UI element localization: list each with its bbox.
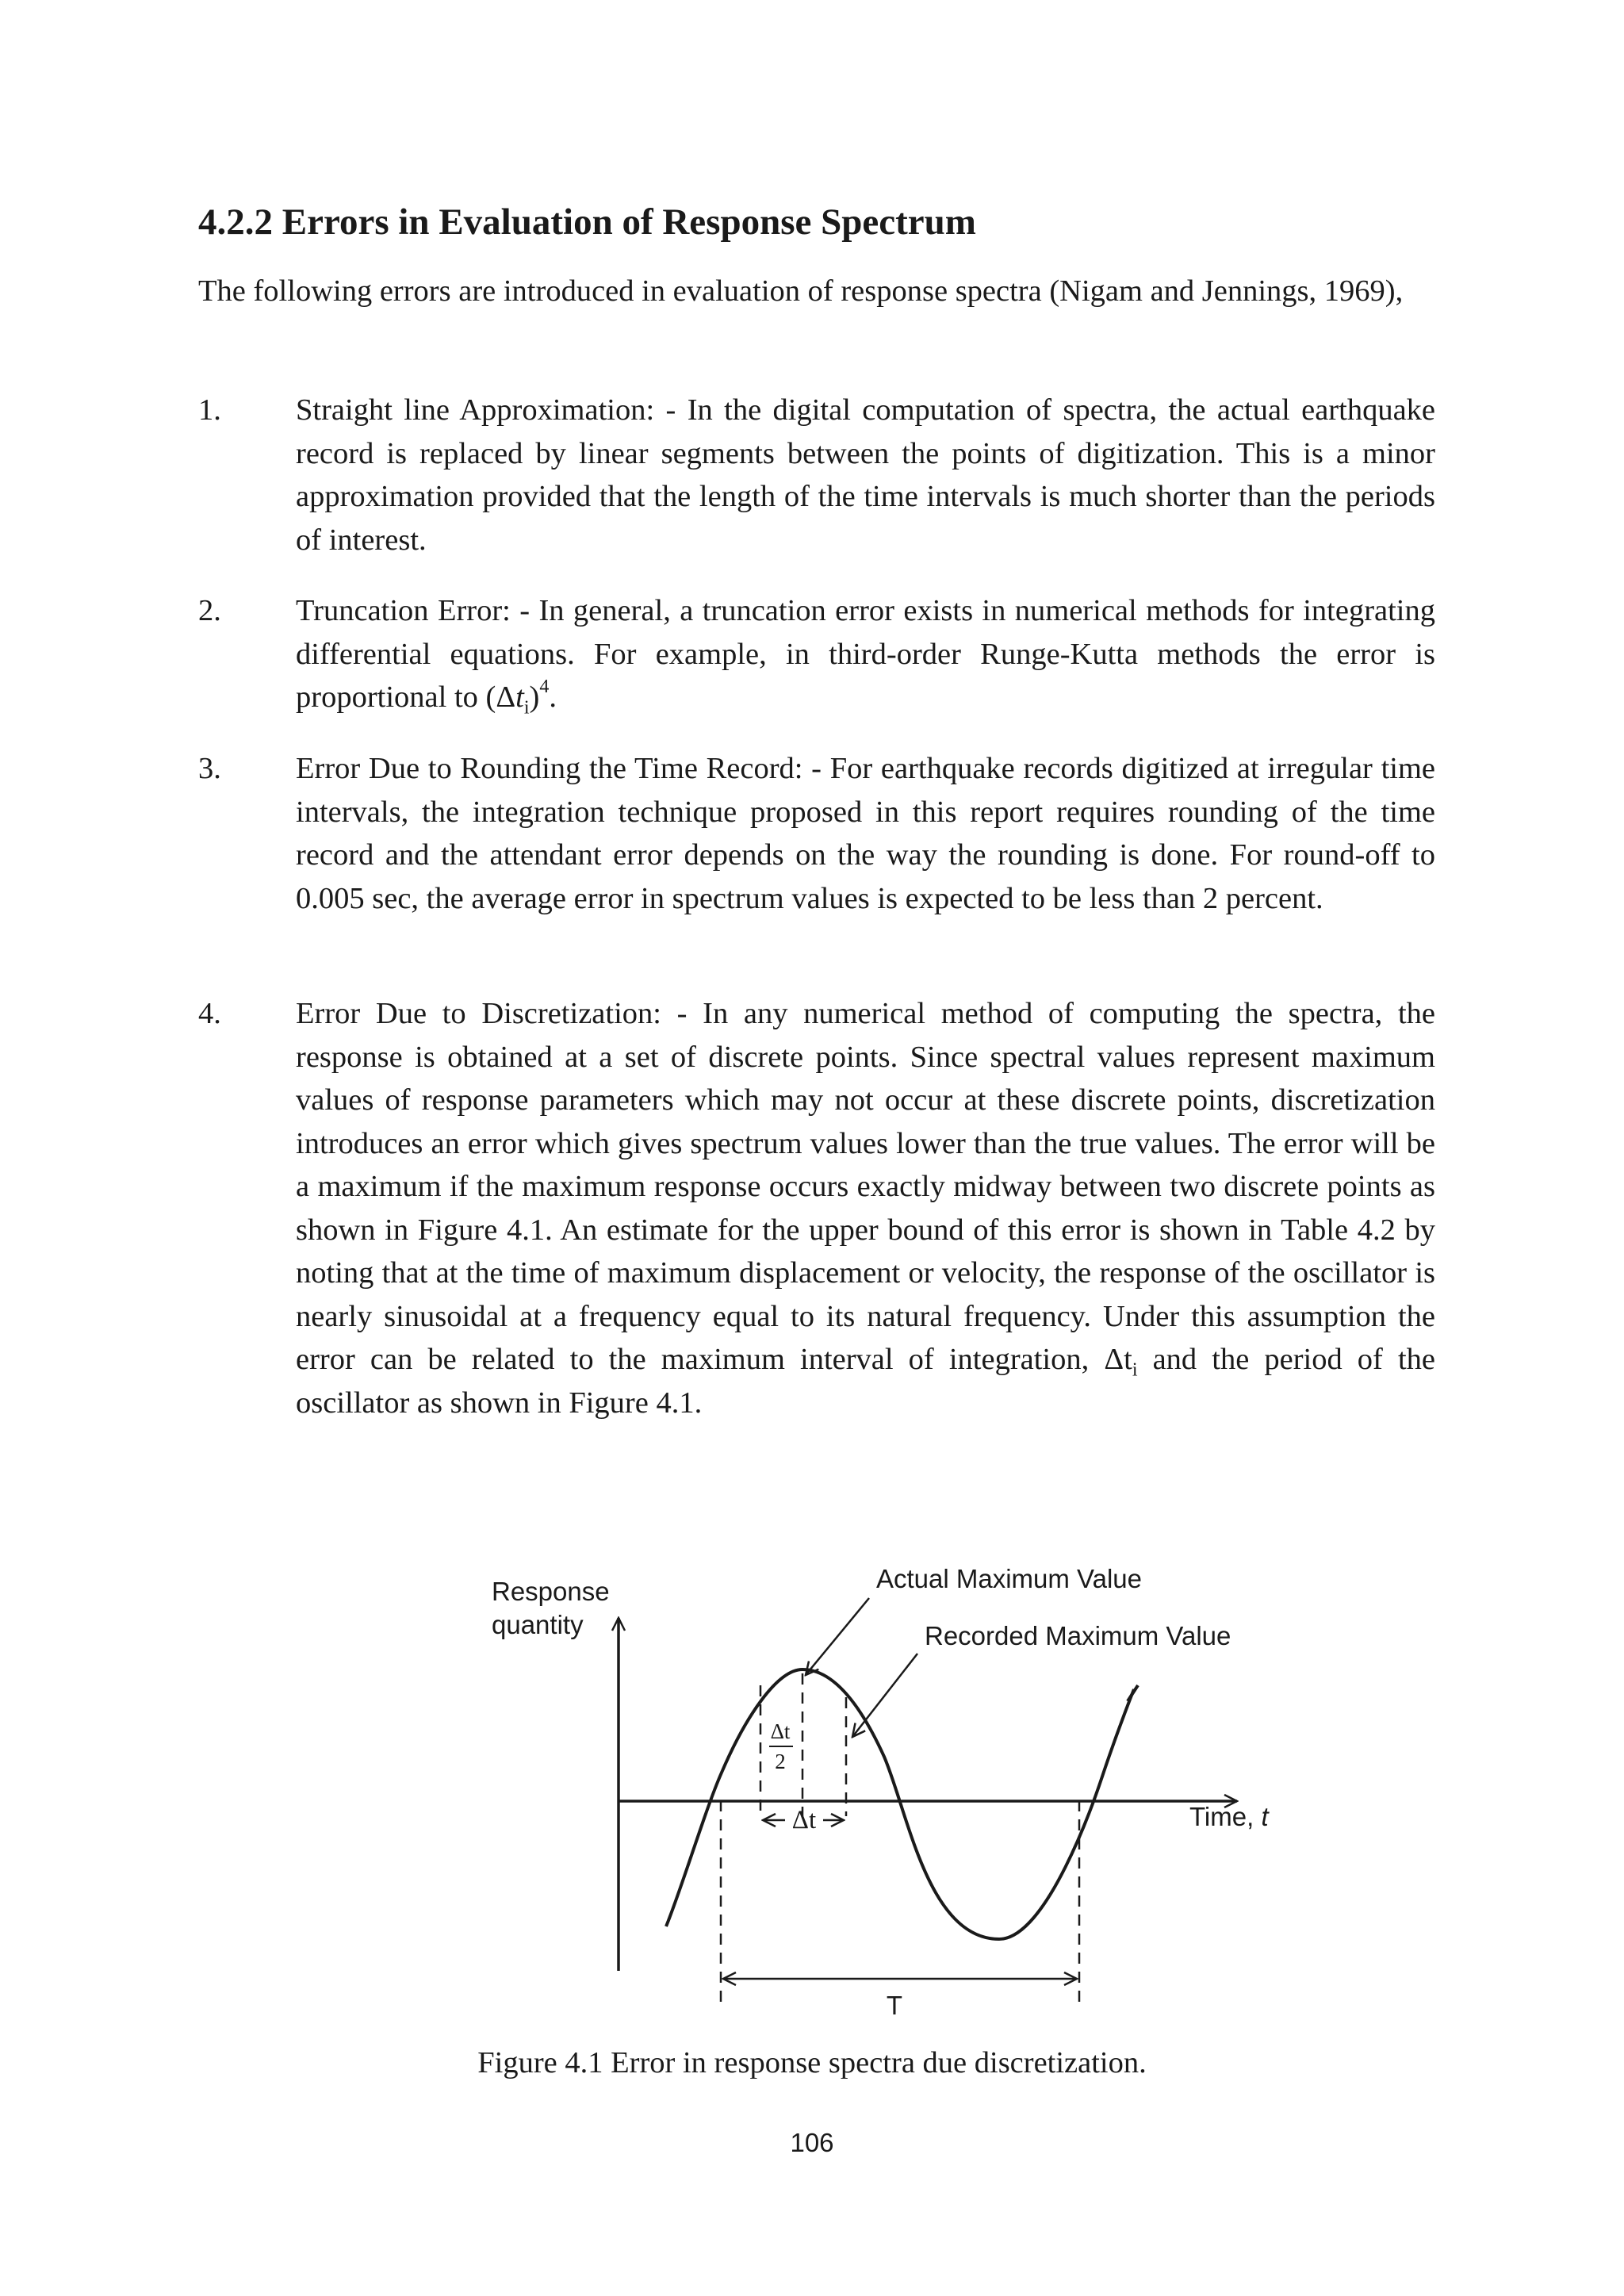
list-item-number: 3. xyxy=(198,752,221,785)
curve-end-tick xyxy=(1128,1685,1138,1701)
list-item-text: Error Due to Rounding the Time Record: - For earthquake records digitized at irregular time intervals, the integration technique proposed in this report requires rounding of the time record and the attendant error depends on the way the rounding is done. For round-off to 0.005 sec, the average error in spectrum values is expected to be less than 2 percent. xyxy=(296,752,1435,915)
recorded-max-leader xyxy=(852,1654,917,1737)
list-item-text xyxy=(296,992,1435,1424)
subscript-i: i xyxy=(523,697,530,719)
variable-t: t xyxy=(515,680,524,714)
response-curve xyxy=(666,1669,1134,1939)
half-step-denominator: 2 xyxy=(775,1750,786,1773)
text-segment: and the period of the oscillator as shown in Figure 4.1. xyxy=(296,1343,1436,1420)
half-step-numerator: Δt xyxy=(770,1719,791,1743)
x-axis-label-text: Time, xyxy=(1189,1802,1262,1831)
list-item-text xyxy=(296,589,1435,719)
figure-caption: Figure 4.1 Error in response spectra due discretization. xyxy=(477,2046,1147,2079)
actual-max-leader xyxy=(806,1598,869,1675)
list-item-number: 4. xyxy=(198,997,221,1030)
page-number: 106 xyxy=(790,2128,834,2157)
text-segment: Error Due to Discretization: - In any numerical method of computing the spectra, the response is obtained at a set of discrete points. Since spectral values represent maximum values of response parameters which may not occur at these discrete points, discretization introduces an error which gives spectrum values lower than the true values. The error will be a maximum if the maximum response occurs exactly midway between two discrete points as shown in Figure 4.1. An estimate for the upper bound of this error is shown in Table 4.2 by noting that at the time of maximum displacement or velocity, the response of the oscillator is nearly sinusoidal at a frequency equal to its natural frequency. Under this assumption the error can be related to the maximum interval of integration, xyxy=(296,997,1435,1376)
text-segment: . xyxy=(549,680,557,714)
text-segment: Truncation Error: - In general, a truncation error exists in numerical methods for integrating differential equations. For example, in third-order Runge-Kutta methods the error is proportional to ( xyxy=(296,594,1435,714)
list-item-number: 2. xyxy=(198,594,221,627)
step-label: Δt xyxy=(791,1806,817,1834)
period-label: T xyxy=(886,1991,903,2020)
actual-max-label: Actual Maximum Value xyxy=(876,1564,1143,1593)
delta-symbol: Δ xyxy=(496,680,516,714)
y-axis-label-line2: quantity xyxy=(492,1610,584,1639)
recorded-max-label: Recorded Maximum Value xyxy=(925,1621,1231,1650)
exponent: 4 xyxy=(539,677,550,698)
x-axis-variable: t xyxy=(1261,1802,1269,1831)
intro-paragraph: The following errors are introduced in evaluation of response spectra (Nigam and Jennings, 1969), xyxy=(198,274,1404,308)
list-item-number: 1. xyxy=(198,393,221,427)
delta-t-symbol: Δt xyxy=(1104,1343,1132,1376)
x-axis-label xyxy=(1189,1802,1270,1831)
y-axis-label-line1: Response xyxy=(492,1577,610,1606)
subscript-i: i xyxy=(1132,1359,1138,1381)
discretization-diagram xyxy=(444,1539,1332,2046)
close-paren: ) xyxy=(529,680,540,714)
list-item-text: Straight line Approximation: - In the digital computation of spectra, the actual earthquake record is replaced by linear segments between the points of digitization. This is a minor approximation provided that the length of the time intervals is much shorter than the periods of interest. xyxy=(296,393,1435,557)
figure-4-1 xyxy=(444,1539,1332,2046)
section-heading: 4.2.2 Errors in Evaluation of Response Spectrum xyxy=(198,201,976,243)
